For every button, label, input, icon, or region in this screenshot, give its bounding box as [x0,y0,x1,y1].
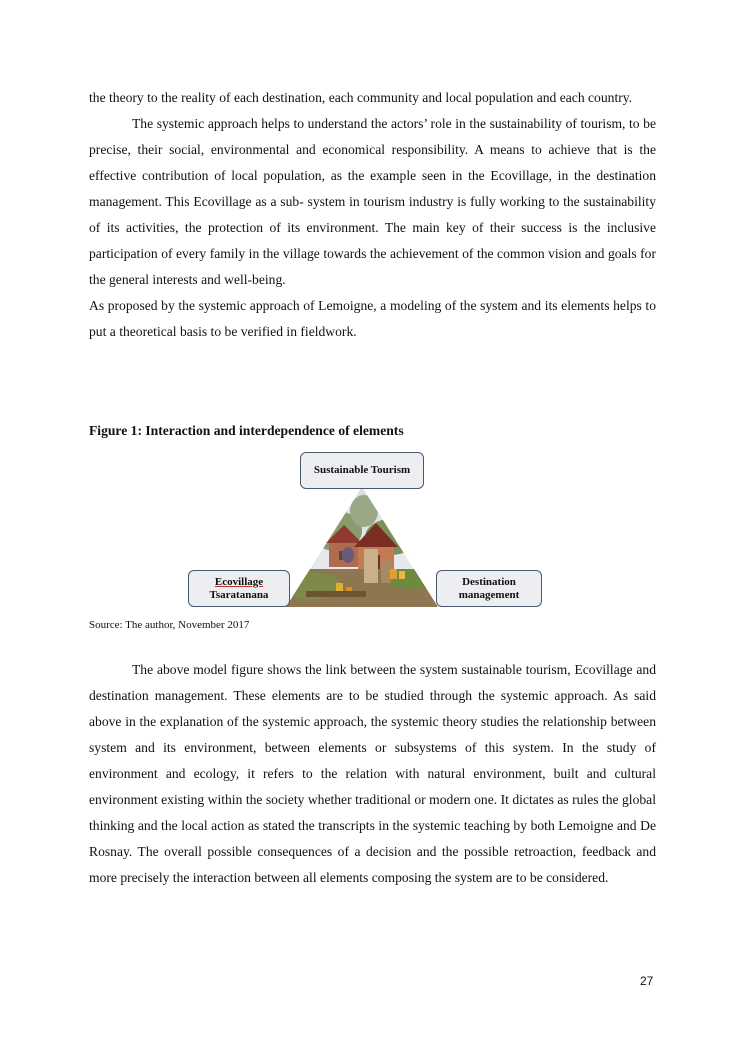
node-top-label: Sustainable Tourism [313,464,411,476]
node-sustainable-tourism [300,452,424,489]
node-destination-management [436,570,542,607]
page-number: 27 [640,974,654,988]
paragraph-continuation: the theory to the reality of each destination, each community and local population and each country. [89,90,633,105]
body-text-bottom [89,657,656,891]
paragraph-model-figure: The above model figure shows the link between the system sustainable tourism, Ecovillage and destination management. These elements are to be studied through the systemic approach. As said above in the explanation of the systemic approach, the systemic theory studies the relationship between system and its environment, between elements or subsystems of this system. In the study of environment and ecology, it refers to the relation with natural environment, built and cultural environment existing within the society whether traditional or modern one. It dictates as rules the global thinking and the local action as stated the transcripts in the systemic teaching by both Lemoigne and De Rosnay. The overall possible consequences of a decision and the possible retroaction, feedback and more precisely the interaction between all elements composing the system are to be considered. [89,662,656,885]
body-text-top [89,85,656,345]
node-ecovillage [188,570,290,607]
figure-diagram [186,451,546,611]
node-left-label-2: Tsaratanana [209,588,269,601]
figure-title: Figure 1: Interaction and interdependence of elements [89,423,404,438]
node-left-label-1: Ecovillage [214,575,264,588]
node-right-label-2: management [458,588,520,601]
paragraph-lemoigne: As proposed by the systemic approach of Lemoigne, a modeling of the system and its elements helps to put a theoretical basis to be verified in fieldwork. [89,298,656,339]
node-right-label-1: Destination [462,575,516,588]
figure-source: Source: The author, November 2017 [89,619,250,631]
paragraph-systemic-approach: The systemic approach helps to understand the actors’ role in the sustainability of tourism, to be precise, their social, environmental and economical responsibility. A means to achieve that is the effective contribution of local population, as the example seen in the Ecovillage, in the destination management. This Ecovillage as a sub- system in tourism industry is fully working to the sustainability of its activities, the protection of its environment. The main key of their success is the inclusive participation of every family in the village towards the achievement of the common vision and goals for the general interests and well-being. [89,116,656,287]
